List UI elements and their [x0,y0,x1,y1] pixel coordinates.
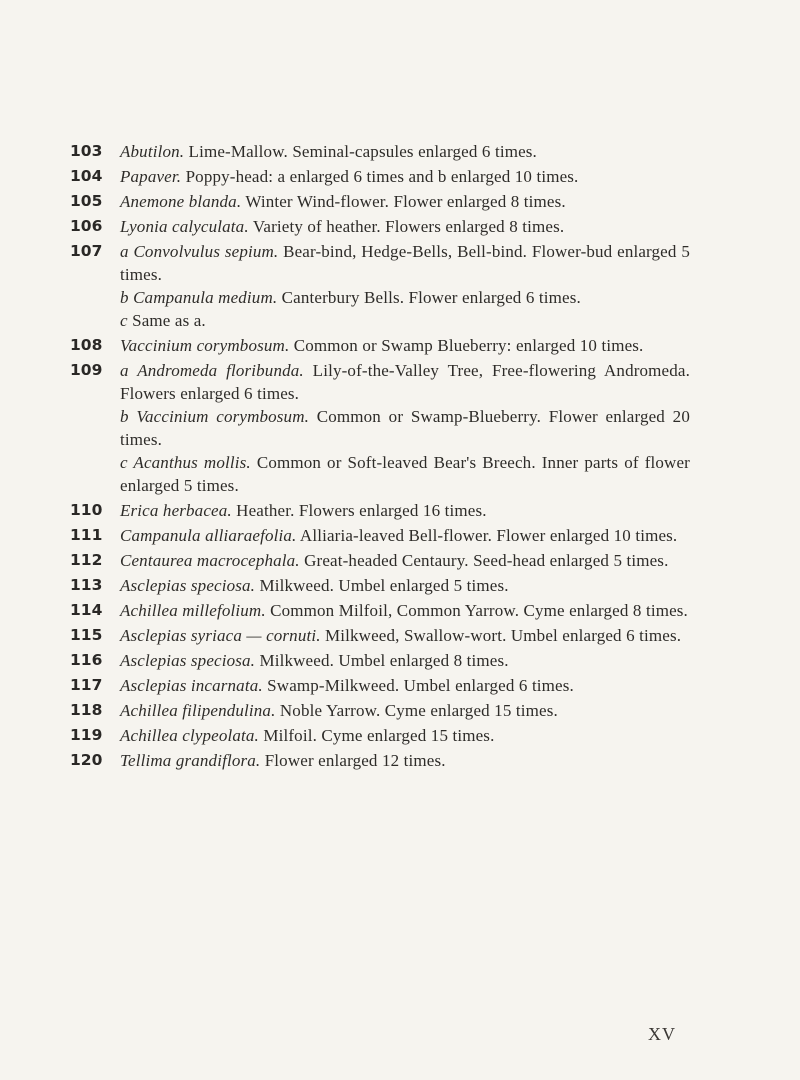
description-text: Flower enlarged 12 times. [260,751,446,770]
species-name: Papaver. [120,167,182,186]
plate-entry [70,240,690,332]
species-name: Campanula medium. [133,288,278,307]
description-text: Variety of heather. Flowers enlarged 8 times. [248,217,565,236]
plate-number: 120 [70,751,103,769]
plate-number: 119 [70,726,103,744]
plate-entry [70,574,690,597]
plate-entry [70,724,690,747]
species-name: Anemone blanda. [120,192,242,211]
description-line [120,524,690,547]
plate-number: 111 [70,526,103,544]
species-name: Asclepias speciosa. [120,651,256,670]
description-text: Lime-Mallow. Seminal-capsules enlarged 6 times. [184,142,537,161]
description-line [120,140,690,163]
sub-figure-letter: c [120,311,133,330]
species-name: Convolvulus sepium. [133,242,279,261]
description-line [120,190,690,213]
description-text: Bear-bind, Hedge-Bells, Bell-bind. Flower-bud enlarged 5 times. [120,242,690,284]
description-line [120,165,690,188]
plate-description [120,749,690,772]
sub-figure-letter: a [120,361,138,380]
description-line [120,674,690,697]
description-line [120,724,690,747]
description-line [120,574,690,597]
species-name: Lyonia calyculata. [120,217,249,236]
description-line [120,309,690,332]
plate-entry [70,599,690,622]
plate-entry [70,524,690,547]
description-text: Canterbury Bells. Flower enlarged 6 times. [277,288,581,307]
plate-number: 110 [70,501,103,519]
species-name: Achillea millefolium. [120,601,266,620]
plate-description [120,140,690,163]
description-text: Milfoil. Cyme enlarged 15 times. [258,726,495,745]
plate-number: 104 [70,167,103,185]
page-number: XV [648,1024,676,1044]
plate-description [120,699,690,722]
plate-entry [70,359,690,497]
plate-description [120,599,690,622]
plate-entry [70,674,690,697]
description-line [120,499,690,522]
plate-description [120,574,690,597]
species-name: Vaccinium corymbosum. [120,336,290,355]
plate-number: 105 [70,192,103,210]
sub-figure-letter: a [120,242,134,261]
plate-entry [70,699,690,722]
description-text: Common or Swamp-Blueberry. Flower enlarged 20 times. [120,407,690,449]
plate-entry [70,624,690,647]
description-line [120,215,690,238]
plate-description [120,215,690,238]
species-name: Erica herbacea. [120,501,232,520]
plate-description [120,724,690,747]
plate-entry [70,649,690,672]
species-name: Achillea filipendulina. [120,701,276,720]
description-text: Heather. Flowers enlarged 16 times. [231,501,487,520]
description-line [120,599,690,622]
description-line [120,649,690,672]
plate-number: 108 [70,336,103,354]
description-text: Same as a. [132,311,206,330]
description-line [120,359,690,405]
plate-number: 103 [70,142,103,160]
description-text: Swamp-Milkweed. Umbel enlarged 6 times. [262,676,574,695]
plate-number: 116 [70,651,103,669]
species-name: Tellima grandiflora. [120,751,261,770]
description-line [120,451,690,497]
description-text: Common or Soft-leaved Bear's Breech. Inner parts of flower enlarged 5 times. [120,453,690,495]
sub-figure-letter: b [120,407,137,426]
plate-number: 109 [70,361,103,379]
species-name: Andromeda floribunda. [137,361,304,380]
plate-entry [70,190,690,213]
sub-figure-letter: b [120,288,134,307]
description-text: Noble Yarrow. Cyme enlarged 15 times. [275,701,558,720]
description-text: Milkweed, Swallow-wort. Umbel enlarged 6 times. [320,626,682,645]
description-text: Milkweed. Umbel enlarged 8 times. [255,651,509,670]
plate-description [120,649,690,672]
plate-number: 113 [70,576,103,594]
plate-list [70,140,690,774]
species-name: Achillea clypeolata. [120,726,259,745]
description-line [120,699,690,722]
species-name: Vaccinium corymbosum. [136,407,310,426]
description-line [120,405,690,451]
plate-description [120,674,690,697]
description-line [120,240,690,286]
plate-description [120,240,690,332]
description-line [120,624,690,647]
species-name: Campanula alliaraefolia. [120,526,297,545]
plate-description [120,190,690,213]
plate-entry [70,334,690,357]
description-text: Alliaria-leaved Bell-flower. Flower enlarged 10 times. [296,526,678,545]
sub-figure-letter: c [120,453,134,472]
plate-entry [70,140,690,163]
description-line [120,749,690,772]
species-name: Asclepias incarnata. [120,676,263,695]
plate-number: 107 [70,242,103,260]
plate-description [120,549,690,572]
description-text: Poppy-head: a enlarged 6 times and b enlarged 10 times. [181,167,579,186]
plate-number: 115 [70,626,103,644]
plate-number: 114 [70,601,103,619]
plate-entry [70,499,690,522]
plate-number: 118 [70,701,103,719]
plate-number: 112 [70,551,103,569]
plate-entry [70,549,690,572]
description-text: Common or Swamp Blueberry: enlarged 10 times. [289,336,644,355]
description-text: Great-headed Centaury. Seed-head enlarged 5 times. [299,551,669,570]
plate-number: 117 [70,676,103,694]
species-name: Asclepias syriaca — cornuti. [120,626,321,645]
plate-entry [70,165,690,188]
plate-description [120,165,690,188]
description-line [120,549,690,572]
description-line [120,286,690,309]
description-text: Common Milfoil, Common Yarrow. Cyme enlarged 8 times. [265,601,688,620]
species-name: Abutilon. [120,142,185,161]
plate-entry [70,215,690,238]
species-name: Asclepias speciosa. [120,576,256,595]
plate-description [120,524,690,547]
plate-number: 106 [70,217,103,235]
description-text: Milkweed. Umbel enlarged 5 times. [255,576,509,595]
plate-description [120,624,690,647]
species-name: Centaurea macrocephala. [120,551,300,570]
plate-description [120,334,690,357]
description-text: Lily-of-the-Valley Tree, Free-flowering Andromeda. Flowers enlarged 6 times. [120,361,690,403]
species-name: Acanthus mollis. [133,453,251,472]
description-line [120,334,690,357]
plate-description [120,359,690,497]
plate-entry [70,749,690,772]
description-text: Winter Wind-flower. Flower enlarged 8 times. [241,192,566,211]
plate-description [120,499,690,522]
